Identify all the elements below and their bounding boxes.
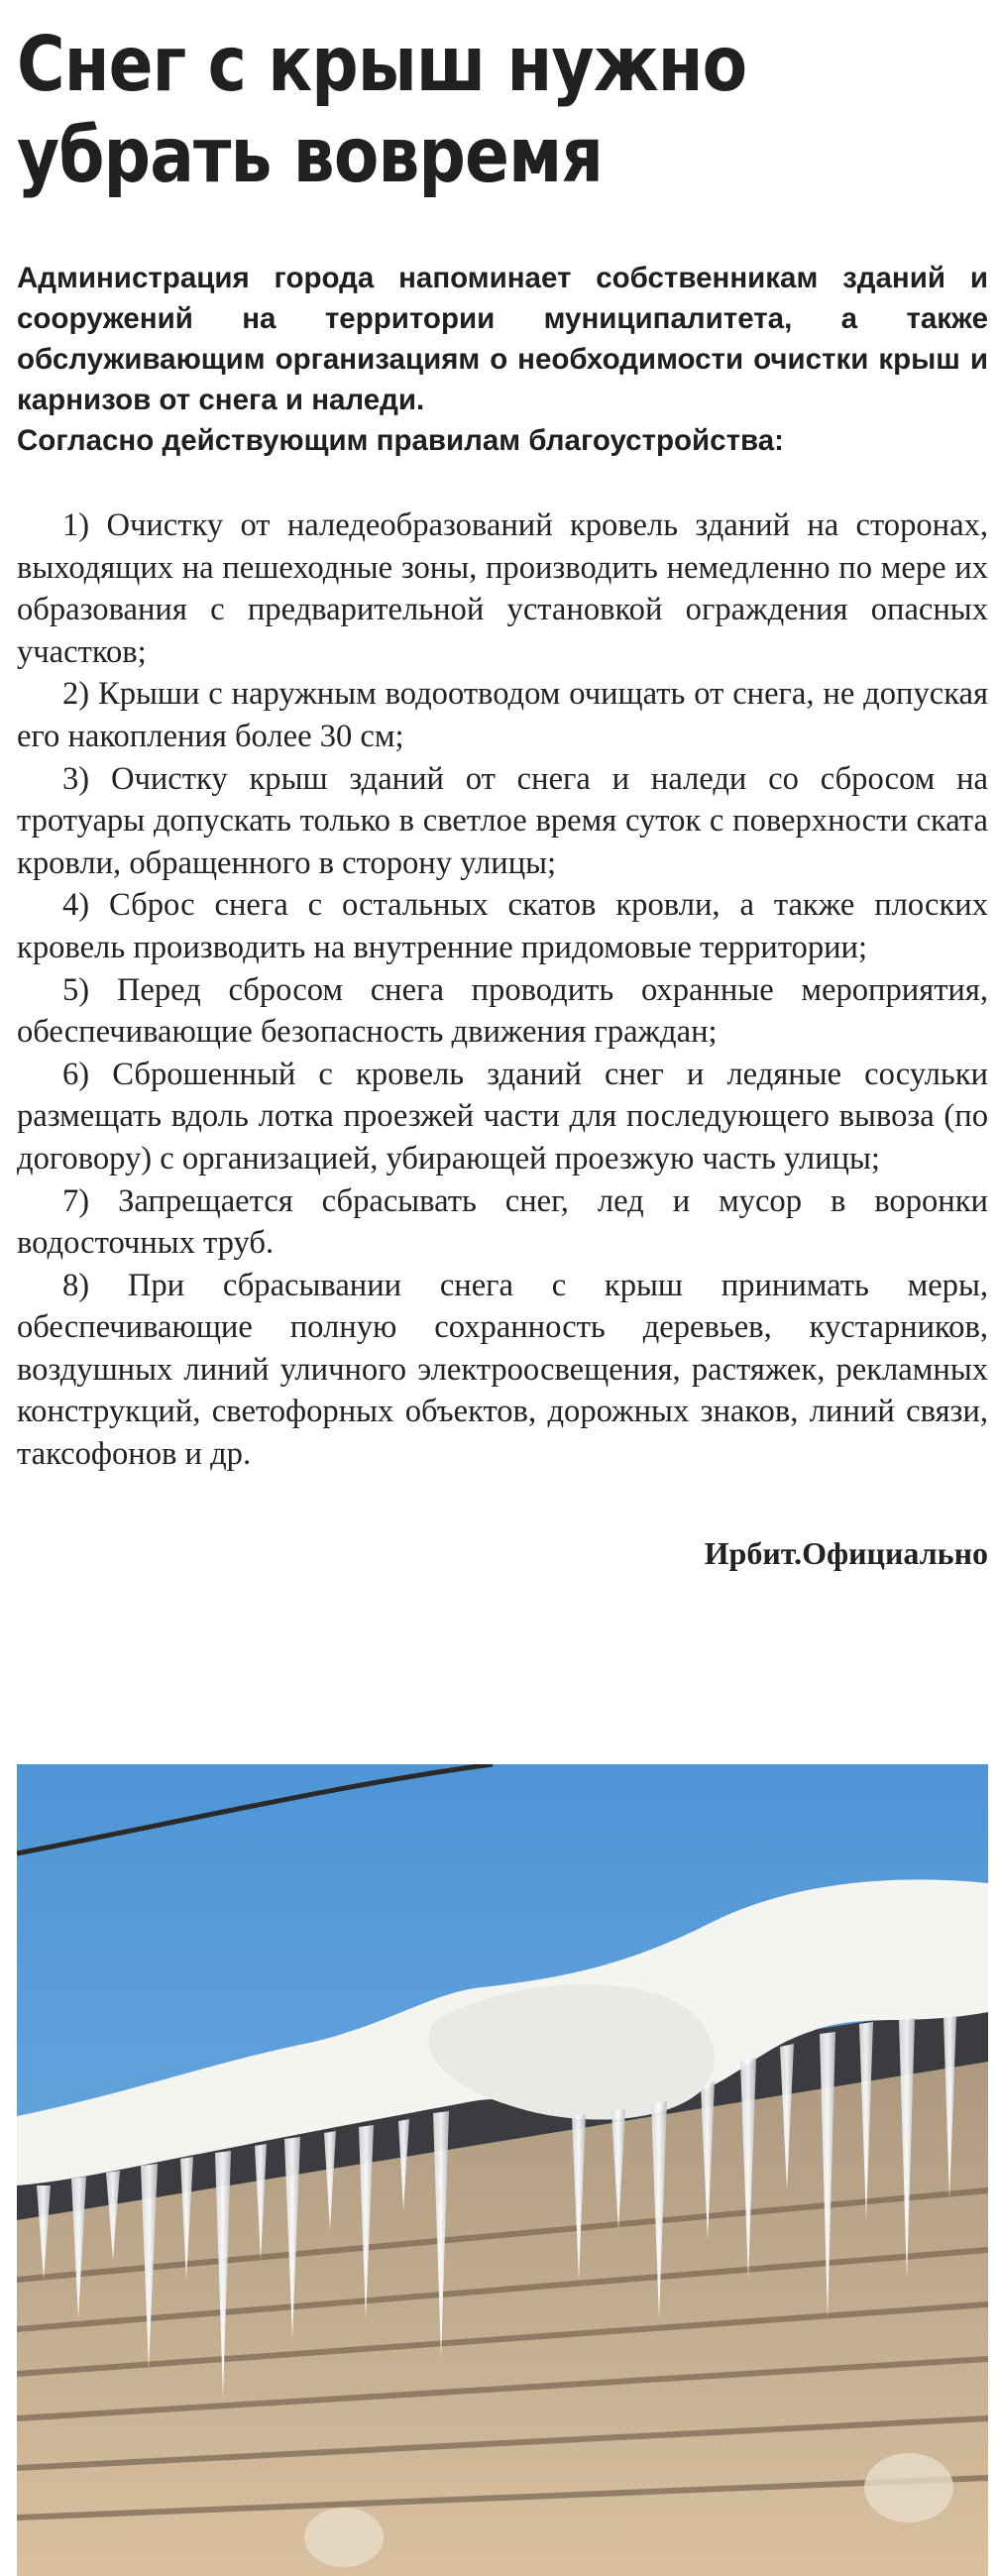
lead-paragraph: Согласно действующим правилам благоустройства: — [17, 424, 785, 457]
rule-item: 8) При сбрасывании снега с крыш принимать меры, обеспечивающие полную сохранность деревьев, кустарников, воздушных линий уличного электроосвещения, растяжек, рекламных конструкций, светофорных объектов, дорожных знаков, линий связи, таксофонов и др. — [17, 1267, 988, 1473]
rule-item: 4) Сброс снега с остальных скатов кровли, а также плоских кровель производить на внутренние придомовые территории; — [17, 887, 988, 965]
rule-item: 6) Сброшенный с кровель зданий снег и ледяные сосульки размещать вдоль лотка проезжей части для последующего вывоза (по договору) с организацией, убирающей проезжую часть улицы; — [17, 1056, 988, 1176]
rule-item: 2) Крыши с наружным водоотводом очищать от снега, не допуская его накопления более 30 см; — [17, 676, 988, 754]
rule-item: 7) Запрещается сбрасывать снег, лед и мусор в воронки водосточных труб. — [17, 1182, 988, 1262]
roof-icicles-illustration — [17, 1764, 988, 2576]
article-title: Снег с крыш нужно убрать вовремя — [17, 21, 747, 200]
lead-paragraph: Администрация города напоминает собственникам зданий и сооружений на территории муниципалитета, а также обслуживающим организациям о необходимости очистки крыш и карнизов от снега и наледи. — [17, 262, 988, 416]
rules-list — [17, 504, 988, 1476]
rule-item: 5) Перед сбросом снега проводить охранные мероприятия, обеспечивающие безопасность движения граждан; — [17, 971, 988, 1051]
article-lead — [17, 258, 988, 461]
roof-icicles-photo — [17, 1764, 988, 2576]
rule-item: 3) Очистку крыш зданий от снега и наледи со сбросом на тротуары допускать только в светлое время суток с поверхности ската кровли, обращенного в сторону улицы; — [17, 760, 988, 881]
rule-item: 1) Очистку от наледеобразований кровель зданий на сторонах, выходящих на пешеходные зоны, производить немедленно по мере их образования с предварительной установкой ограждения опасных участков; — [17, 507, 988, 670]
article-signature: Ирбит.Официально — [704, 1534, 988, 1571]
article — [17, 20, 988, 1572]
